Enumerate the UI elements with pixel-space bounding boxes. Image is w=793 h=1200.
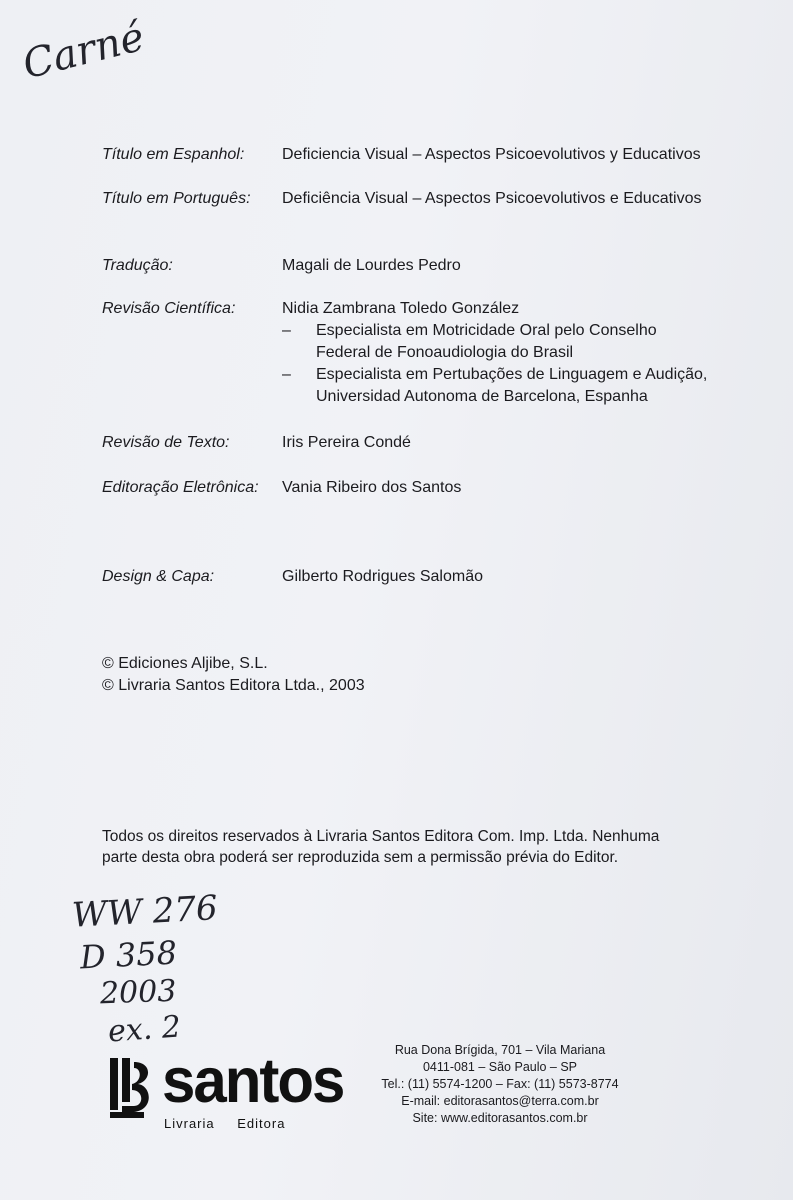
address-line: Site: www.editorasantos.com.br xyxy=(412,1111,588,1125)
credit-value: Vania Ribeiro dos Santos xyxy=(282,479,462,496)
publisher-logo-mark-icon xyxy=(108,1054,156,1120)
handwritten-call-number-line: D 358 xyxy=(79,933,178,977)
credit-value: Gilberto Rodrigues Salomão xyxy=(282,568,483,585)
credit-value: Magali de Lourdes Pedro xyxy=(282,257,461,274)
credential-line: Universidad Autonoma de Barcelona, Espanha xyxy=(316,388,648,405)
rights-line: parte desta obra poderá ser reproduzida sem a permissão prévia do Editor. xyxy=(102,849,619,866)
reviewer-credentials xyxy=(282,320,762,408)
address-line: 0411-081 – São Paulo – SP xyxy=(422,1060,578,1074)
copyright-line: © Livraria Santos Editora Ltda., 2003 xyxy=(102,677,365,694)
copyright-line: © Ediciones Aljibe, S.L. xyxy=(102,655,268,672)
credit-value: Iris Pereira Condé xyxy=(282,434,411,451)
credit-label: Editoração Eletrônica: xyxy=(102,479,259,496)
address-line: E-mail: editorasantos@terra.com.br xyxy=(401,1094,599,1108)
publisher-address xyxy=(360,1042,640,1127)
rights-line: Todos os direitos reservados à Livraria Santos Editora Com. Imp. Ltda. Nenhuma xyxy=(102,828,660,845)
credit-label: Revisão Científica: xyxy=(102,300,236,317)
rights-statement xyxy=(102,826,762,868)
credit-value: Nidia Zambrana Toledo González xyxy=(282,300,520,317)
credit-label: Título em Português: xyxy=(102,190,251,207)
publisher-subtitle-word: Editora xyxy=(237,1116,286,1131)
credential-item xyxy=(282,320,762,364)
handwritten-call-number-line: 2003 xyxy=(99,973,177,1012)
publisher-wordmark: santos xyxy=(162,1045,344,1116)
credit-label: Tradução: xyxy=(102,257,173,274)
credit-label: Título em Espanhol: xyxy=(102,146,245,163)
handwritten-call-number-line: ex. 2 xyxy=(106,1009,182,1050)
handwritten-call-number-line: WW 276 xyxy=(71,888,219,936)
dash-bullet: – xyxy=(282,322,291,339)
dash-bullet: – xyxy=(282,366,291,383)
credit-row-scientific-review xyxy=(102,298,762,408)
publisher-logo xyxy=(108,1045,344,1136)
address-line: Rua Dona Brígida, 701 – Vila Mariana xyxy=(394,1043,606,1057)
publisher-subtitle-word: Livraria xyxy=(164,1116,215,1131)
publisher-subtitle xyxy=(164,1116,303,1131)
credential-line: Especialista em Motricidade Oral pelo Conselho xyxy=(316,322,657,339)
address-line: Tel.: (11) 5574-1200 – Fax: (11) 5573-8774 xyxy=(381,1077,619,1091)
credit-label: Design & Capa: xyxy=(102,568,215,585)
credit-value: Deficiencia Visual – Aspectos Psicoevolutivos y Educativos xyxy=(282,146,701,163)
credential-item xyxy=(282,364,762,408)
credential-line: Especialista em Pertubações de Linguagem e Audição, xyxy=(316,366,708,383)
handwritten-note: Carné xyxy=(18,13,149,89)
credential-line: Federal de Fonoaudiologia do Brasil xyxy=(316,344,574,361)
credit-value: Deficiência Visual – Aspectos Psicoevolutivos e Educativos xyxy=(282,190,702,207)
credit-label: Revisão de Texto: xyxy=(102,434,230,451)
